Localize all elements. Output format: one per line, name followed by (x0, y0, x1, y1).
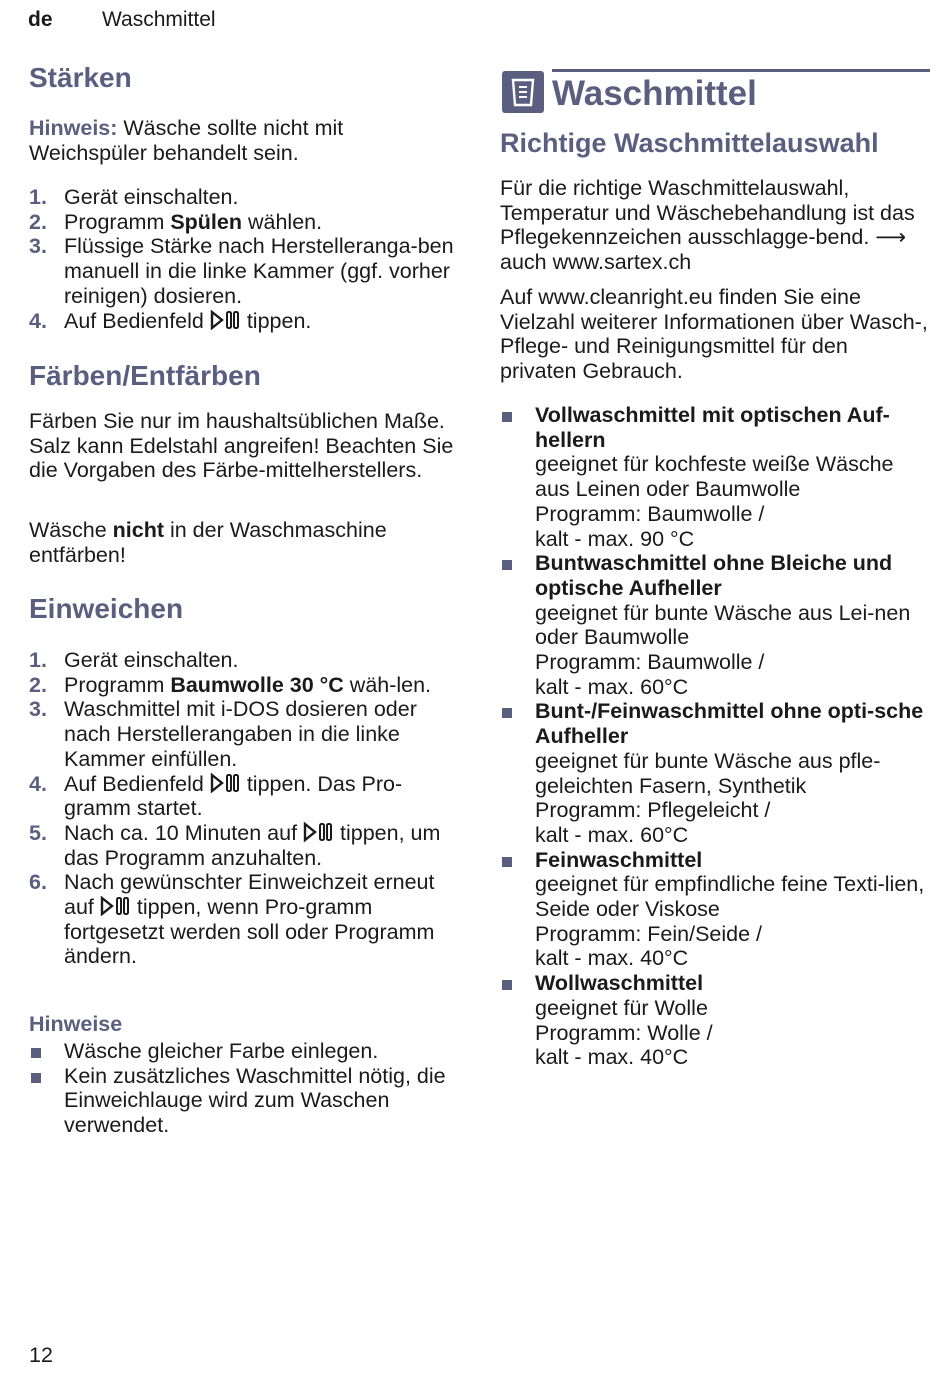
faerben-p2 (29, 518, 454, 567)
item-temp: kalt - max. 40°C (535, 1045, 689, 1070)
list-item (500, 971, 932, 1070)
running-header (28, 8, 216, 32)
header-lang: de (28, 8, 53, 31)
step-text: Programm (64, 209, 171, 234)
step-text: Flüssige Stärke nach Herstelleranga-ben manuell in die linke Kammer (ggf. vorher reinigen) dosieren. (64, 234, 454, 308)
item-title: Bunt-/Feinwaschmittel ohne opti-sche Aufheller (535, 699, 924, 749)
step-number: 1. (29, 185, 47, 209)
section-rule (552, 69, 930, 72)
p2-post: in der Waschmaschine entfärben! (29, 518, 387, 567)
step-text: Auf Bedienfeld (64, 308, 210, 333)
list-item (29, 870, 459, 969)
list-item (500, 403, 932, 551)
list-item (29, 648, 459, 673)
step-text: Nach gewünschter Einweichzeit erneut auf (64, 870, 435, 920)
step-text: Auf Bedienfeld (64, 771, 210, 796)
list-item (29, 697, 459, 771)
list-item (29, 210, 459, 235)
note-label: Hinweis: (29, 116, 118, 140)
item-title: Wollwaschmittel (535, 971, 704, 996)
note-text: Wäsche sollte nicht mit Weichspüler behandelt sein. (29, 116, 344, 165)
step-text: tippen. (240, 308, 312, 333)
start-pause-icon (303, 822, 334, 842)
step-number: 3. (29, 234, 47, 259)
step-number: 4. (29, 308, 47, 333)
step-number: 1. (29, 648, 47, 672)
item-title: Vollwaschmittel mit optischen Auf-hellern (535, 403, 890, 452)
step-text: wäh-len. (343, 672, 432, 697)
item-desc: geeignet für Wolle (535, 995, 708, 1020)
detergent-icon (502, 71, 544, 113)
item-program: Programm: Wolle / (535, 1020, 713, 1045)
bullet-icon (502, 857, 512, 867)
step-text: Waschmittel mit i-DOS dosieren oder nach Herstellerangaben in die linke Kammer einfüllen. (64, 697, 417, 771)
bullet-icon (502, 412, 512, 422)
staerken-title: Stärken (29, 62, 132, 93)
list-item (29, 185, 459, 210)
start-pause-icon (100, 896, 131, 916)
list-item (29, 673, 459, 698)
item-program: Programm: Baumwolle / (535, 650, 765, 675)
step-number: 3. (29, 697, 47, 722)
item-title: Feinwaschmittel (535, 847, 703, 872)
list-item (29, 234, 459, 308)
item-temp: kalt - max. 60°C (535, 822, 689, 847)
item-temp: kalt - max. 90 °C (535, 526, 695, 551)
detergent-icon-graphic (502, 71, 544, 113)
hinweise-list (29, 1039, 459, 1138)
step-bold: Spülen (170, 209, 242, 234)
item-program: Programm: Pflegeleicht / (535, 798, 771, 823)
staerken-note (29, 116, 429, 165)
page-number: 12 (29, 1343, 53, 1367)
header-section: Waschmittel (102, 8, 216, 31)
step-text: Gerät einschalten. (64, 648, 239, 672)
list-item (500, 848, 932, 972)
step-number: 5. (29, 820, 47, 845)
bullet-icon (31, 1048, 41, 1058)
list-item (500, 551, 932, 699)
einweichen-title: Einweichen (29, 593, 184, 624)
list-item (29, 309, 459, 334)
list-item (29, 821, 459, 870)
cleanright-paragraph: Auf www.cleanright.eu finden Sie eine Vielzahl weiterer Informationen über Wasch-, Pflege- und Reinigungsmittel für den privaten Gebrauch. (500, 285, 928, 384)
step-text: tippen, um das Programm anzuhalten. (64, 820, 441, 870)
item-desc: geeignet für bunte Wäsche aus Lei-nen oder Baumwolle (535, 600, 911, 650)
item-temp: kalt - max. 40°C (535, 946, 689, 971)
intro-paragraph: Für die richtige Waschmittelauswahl, Temperatur und Wäschebehandlung ist das Pflegekennzeichen ausschlagge-bend. ⟶ auch www.sartex.ch (500, 176, 915, 275)
step-bold: Baumwolle 30 °C (170, 672, 344, 697)
item-desc: geeignet für empfindliche feine Texti-lien, Seide oder Viskose (535, 872, 925, 922)
einweichen-steps (29, 648, 459, 969)
step-number: 2. (29, 672, 47, 697)
p2-bold: nicht (112, 518, 164, 542)
bullet-icon (502, 708, 512, 718)
step-number: 4. (29, 771, 47, 796)
step-text: Gerät einschalten. (64, 185, 239, 209)
item-program: Programm: Baumwolle / (535, 501, 765, 526)
list-item (29, 1064, 459, 1138)
start-pause-icon (210, 773, 241, 793)
item-program: Programm: Fein/Seide / (535, 921, 763, 946)
faerben-title: Färben/Entfärben (29, 360, 261, 391)
list-item (500, 699, 932, 847)
bullet-icon (31, 1073, 41, 1083)
item-desc: geeignet für bunte Wäsche aus pfle-geleichten Fasern, Synthetik (535, 748, 881, 798)
item-desc: geeignet für kochfeste weiße Wäsche aus Leinen oder Baumwolle (535, 452, 894, 502)
list-item (29, 1039, 459, 1064)
step-number: 2. (29, 209, 47, 234)
subtitle: Richtige Waschmittelauswahl (500, 128, 879, 158)
faerben-p1: Färben Sie nur im haushaltsüblichen Maße. Salz kann Edelstahl angreifen! Beachten Sie die Vorgaben des Färbe-mittelherstellers. (29, 409, 454, 483)
step-text: wählen. (242, 209, 323, 234)
step-text: tippen, wenn Pro-gramm fortgesetzt werden soll oder Programm ändern. (64, 895, 435, 969)
step-text: Programm (64, 672, 171, 697)
hint-text: Kein zusätzliches Waschmittel nötig, die Einweichlauge wird zum Waschen verwendet. (64, 1063, 446, 1138)
bullet-icon (502, 560, 512, 570)
step-text: tippen. Das Pro-gramm startet. (64, 771, 403, 821)
hinweise-title: Hinweise (29, 1012, 123, 1036)
item-title: Buntwaschmittel ohne Bleiche und optische Aufheller (535, 551, 893, 600)
start-pause-icon (210, 310, 241, 330)
bullet-icon (502, 980, 512, 990)
staerken-steps (29, 185, 459, 333)
item-temp: kalt - max. 60°C (535, 674, 689, 699)
page-title: Waschmittel (552, 74, 757, 113)
p2-pre: Wäsche (29, 518, 113, 542)
detergent-list (500, 403, 932, 1070)
list-item (29, 772, 459, 821)
step-text: Nach ca. 10 Minuten auf (64, 820, 304, 845)
hint-text: Wäsche gleicher Farbe einlegen. (64, 1039, 379, 1063)
step-number: 6. (29, 870, 47, 895)
